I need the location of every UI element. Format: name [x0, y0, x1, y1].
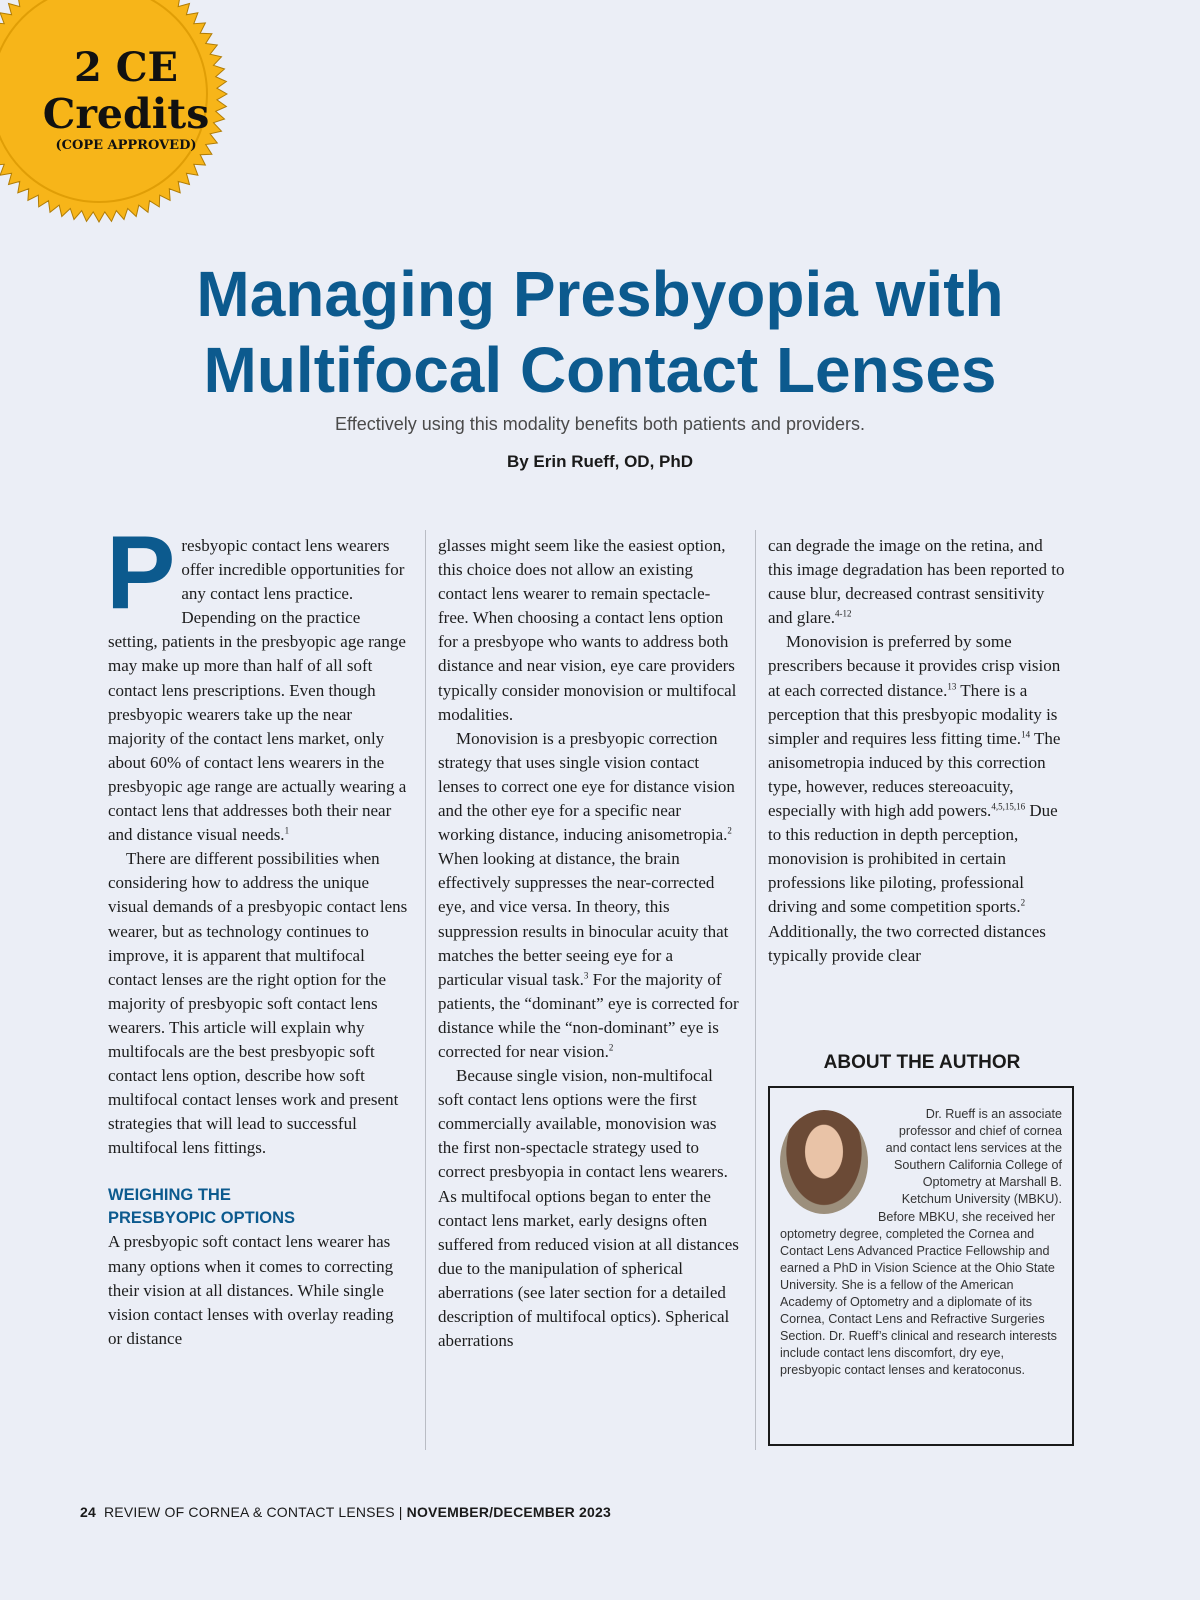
paragraph-text: can degrade the image on the retina, and this image degradation has been reported to cause blur, decreased contrast sensitivity and glare.: [768, 536, 1065, 628]
author-bio-intro: Dr. Rueff is an associate professor and chief of cornea and contact lens services at the Southern California College of Optometry at Marshall B. Ketchum University (MBKU).: [885, 1107, 1062, 1207]
paragraph: [768, 534, 1068, 630]
paragraph-text: Monovision is a presbyopic correction strategy that uses single vision contact lenses to correct one eye for distance vision and the other eye for a specific near working distance, inducing anisometropia.: [438, 728, 735, 845]
badge-approval: (COPE APPROVED): [55, 138, 197, 153]
paragraph-text: The anisometropia induced by this correction type, however, reduces stereoacuity, especially with high add powers.: [768, 728, 1061, 821]
publication-name: REVIEW OF CORNEA & CONTACT LENSES: [103, 1504, 395, 1520]
paragraph-text: There is a perception that this presbyopic modality is simpler and requires less fitting time.: [768, 680, 1058, 748]
about-author-heading: ABOUT THE AUTHOR: [823, 1052, 1021, 1073]
citation: 13: [947, 680, 957, 691]
citation: 2: [608, 1042, 614, 1053]
citation: 2: [727, 825, 732, 836]
section-heading: [108, 1184, 412, 1230]
paragraph-text: When looking at distance, the brain effectively suppresses the near-corrected eye, and vice versa. In theory, this suppression results in binocular acuity that matches the better seeing eye for a particular visual task.: [438, 849, 729, 989]
article-byline: By Erin Rueff, OD, PhD: [506, 452, 694, 471]
paragraph-text: Additionally, the two corrected distances typically provide clear: [768, 921, 1046, 965]
paragraph: A presbyopic soft contact lens wearer has many options when it comes to correcting their vision at all distances. While single vision contact lenses with overlay reading or distance: [108, 1232, 394, 1348]
article-subtitle: Effectively using this modality benefits both patients and providers.: [335, 414, 865, 434]
article-column-2: [438, 534, 740, 1353]
paragraph-text: Due to this reduction in depth perception, monovision is prohibited in certain professions like piloting, professional driving and some competition sports.: [768, 801, 1058, 917]
section-heading-line: WEIGHING THE: [108, 1186, 231, 1205]
badge-ce-count: 2 CE: [73, 44, 179, 91]
title-line-2: Multifocal Contact Lenses: [203, 334, 997, 406]
page-number: 24: [80, 1504, 96, 1520]
citation: 2: [1020, 897, 1026, 908]
section-heading-line: PRESBYOPIC OPTIONS: [108, 1209, 296, 1228]
column-divider: [755, 530, 756, 1450]
paragraph-text: For the majority of patients, the “dominant” eye is corrected for distance while the “non-dominant” eye is corrected for near vision.: [438, 969, 739, 1061]
column-divider: [425, 530, 426, 1450]
paragraph: Because single vision, non-multifocal soft contact lens options were the first commercially available, monovision was the first non-spectacle strategy used to correct presbyopia in contact lens wearers. As multifocal options began to enter the contact lens market, early designs often suffered from reduced vision at all distances due to the manipulation of spherical aberrations (see later section for a detailed description of multifocal optics). Spherical aberrations: [438, 1066, 739, 1351]
citation: 4-12: [835, 608, 852, 619]
article-column-3: [768, 534, 1068, 968]
article-column-1: [106, 515, 412, 1351]
citation: 3: [583, 970, 589, 981]
citation: 1: [284, 825, 290, 836]
issue-date: NOVEMBER/DECEMBER 2023: [406, 1504, 611, 1520]
drop-cap: P: [106, 515, 176, 631]
page-footer: [80, 1504, 611, 1520]
paragraph: There are different possibilities when considering how to address the unique visual demands of a presbyopic contact lens wearer, but as technology continues to improve, it is apparent that multifocal contact lenses are the right option for the majority of presbyopic soft contact lens wearers. This article will explain why multifocals are the best presbyopic soft contact lens option, describe how soft multifocal contact lenses work and present strategies that will lead to successful multifocal lens fittings.: [108, 849, 408, 1158]
article-title: [100, 256, 1100, 408]
badge-credits-label: Credits: [42, 90, 210, 138]
paragraph: [438, 727, 740, 1064]
title-line-1: Managing Presbyopia with: [196, 258, 1004, 330]
ce-credits-badge: [0, 0, 242, 224]
paragraph-text: resbyopic contact lens wearers offer incredible opportunities for any contact lens practice. Depending on the practice setting, patients in the presbyopic age range may make up more than half of all soft contact lens prescriptions. Even though presbyopic wearers take up the near majority of the contact lens market, only about 60% of contact lens wearers in the presbyopic age range are actually wearing a contact lens that addresses both their near and distance visual needs.: [108, 536, 407, 845]
author-bio-body: Before MBKU, she received her optometry degree, completed the Cornea and Contact Lens Advanced Practice Fellowship and earned a PhD in Vision Science at the Ohio State University. She is a fellow of the American Academy of Optometry and a diplomate of its Cornea, Contact Lens and Refractive Surgeries Section. Dr. Rueff’s clinical and research interests include contact lens discomfort, dry eye, presbyopic contact lenses and keratoconus.: [780, 1209, 1057, 1378]
footer-separator: |: [398, 1504, 403, 1520]
citation: 14: [1021, 729, 1031, 740]
paragraph: glasses might seem like the easiest option, this choice does not allow an existing contact lens wearer to remain spectacle-free. When choosing a contact lens option for a presbyope who wants to address both distance and near vision, eye care providers typically consider monovision or multifocal modalities.: [438, 536, 737, 724]
paragraph: [768, 630, 1068, 967]
citation: 4,5,15,16: [991, 801, 1026, 812]
paragraph-text: Monovision is preferred by some prescribers because it provides crisp vision at each corrected distance.: [768, 632, 1061, 700]
author-photo: [780, 1110, 868, 1214]
about-author-box: [768, 1086, 1074, 1446]
paragraph: [106, 515, 412, 847]
